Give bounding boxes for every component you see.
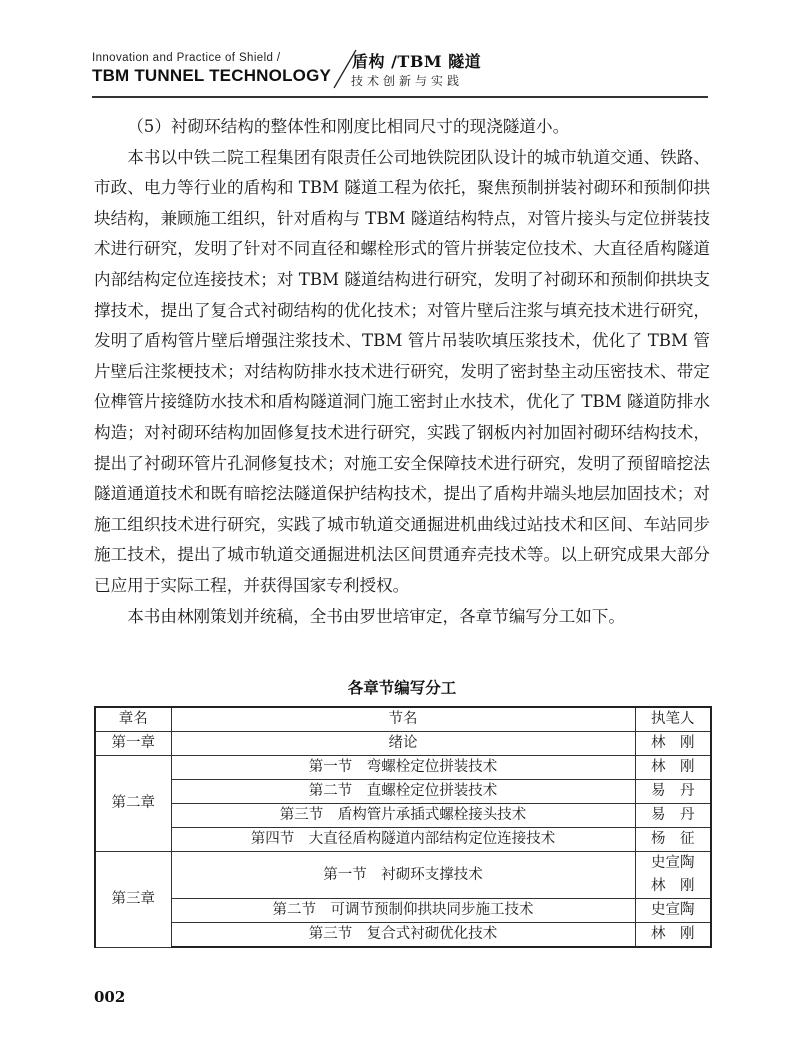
author: 史宣陶 (651, 855, 695, 871)
chapter-assignment-table (94, 706, 712, 948)
author-cell (635, 852, 711, 899)
paragraph-1: （5）衬砌环结构的整体性和刚度比相同尺寸的现浇隧道小。 (127, 117, 570, 136)
body-text (94, 112, 710, 632)
section-title: 第一节 衬砌环支撑技术 (171, 852, 635, 899)
section-title: 第三节 复合式衬砌优化技术 (171, 923, 635, 948)
section-title: 绪论 (171, 732, 635, 756)
author: 杨 征 (635, 828, 711, 852)
page-number: 002 (94, 988, 126, 1006)
author: 林 刚 (635, 732, 711, 756)
header-english-title: TBM TUNNEL TECHNOLOGY (92, 66, 332, 85)
section-title: 第四节 大直径盾构隧道内部结构定位连接技术 (171, 828, 635, 852)
table-row (95, 923, 711, 948)
table-row (95, 852, 711, 899)
header-section: 节名 (171, 707, 635, 732)
header-chinese-title: 盾构 /TBM 隧道 (352, 52, 482, 71)
section-title: 第一节 弯螺栓定位拼装技术 (171, 756, 635, 780)
header-chapter: 章名 (95, 707, 171, 732)
header-chinese-subtitle: 技术创新与实践 (351, 74, 464, 88)
author: 林 刚 (635, 923, 711, 948)
section-title: 第二节 可调节预制仰拱块同步施工技术 (171, 899, 635, 923)
section-title: 第二节 直螺栓定位拼装技术 (171, 780, 635, 804)
table-row (95, 804, 711, 828)
author: 林 刚 (635, 756, 711, 780)
author: 史宣陶 (635, 899, 711, 923)
table-row (95, 899, 711, 923)
paragraph-3: 本书由林刚策划并统稿，全书由罗世培审定，各章节编写分工如下。 (127, 606, 625, 626)
table-row (95, 732, 711, 756)
chapter-name: 第二章 (95, 756, 171, 852)
table-row (95, 828, 711, 852)
paragraph-2: 本书以中铁二院工程集团有限责任公司地铁院团队设计的城市轨道交通、铁路、市政、电力等行业的盾构和 TBM 隧道工程为依托，聚焦预制拼装衬砌环和预制仰拱块结构，兼顾施工组织，针对盾构与 TBM 隧道结构特点，对管片接头与定位拼装技术进行研究，发明了针对不同直径和螺栓形式的管片拼装定位技术、大直径盾构隧道内部结构定位连接技术；对 TBM 隧道结构进行研究，发明了衬砌环和预制仰拱块支撑技术，提出了复合式衬砌结构的优化技术；对管片壁后注浆与填充技术进行研究，发明了盾构管片壁后增强注浆技术、TBM 管片吊装吹填压浆技术，优化了 TBM 管片壁后注浆梗技术；对结构防排水技术进行研究，发明了密封垫主动压密技术、带定位榫管片接缝防水技术和盾构隧道洞门施工密封止水技术，优化了 TBM 隧道防排水构造；对衬砌环结构加固修复技术进行研究，实践了钢板内衬加固衬砌环结构技术，提出了衬砌环管片孔洞修复技术；对施工安全保障技术进行研究，发明了预留暗挖法隧道通道技术和既有暗挖法隧道保护结构技术，提出了盾构井端头地层加固技术；对施工组织技术进行研究，实践了城市轨道交通掘进机曲线过站技术和区间、车站同步施工技术，提出了城市轨道交通掘进机法区间贯通弃壳技术等。以上研究成果大部分已应用于实际工程，并获得国家专利授权。 (94, 147, 710, 595)
table-header-row (95, 707, 711, 732)
table-row (95, 756, 711, 780)
author: 易 丹 (635, 804, 711, 828)
chapter-name: 第一章 (95, 732, 171, 756)
author: 易 丹 (635, 780, 711, 804)
author: 林 刚 (651, 878, 695, 894)
header-rule (92, 96, 708, 98)
table-caption: 各章节编写分工 (347, 679, 457, 697)
chapter-name: 第三章 (95, 852, 171, 948)
header-english-subtitle: Innovation and Practice of Shield / (92, 52, 281, 64)
header-author: 执笔人 (635, 707, 711, 732)
table-row (95, 780, 711, 804)
section-title: 第三节 盾构管片承插式螺栓接头技术 (171, 804, 635, 828)
